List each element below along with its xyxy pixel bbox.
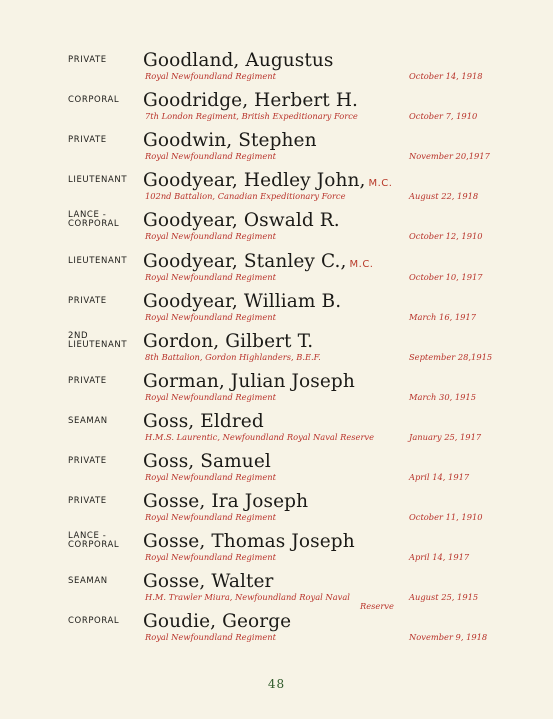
unit: Royal Newfoundland Regiment [145,392,276,402]
rank [68,332,146,350]
date-of-death: January 25, 1917 [409,432,482,442]
name-text: Goodyear, Stanley C., [143,251,347,272]
unit: 7th London Regiment, British Expeditionary Force [145,111,358,121]
roll-entry [0,251,553,291]
rank-line: PRIVATE [68,135,107,145]
date-of-death: October 7, 1910 [409,111,478,121]
unit: H.M.S. Laurentic, Newfoundland Royal Naval Reserve [145,432,375,442]
unit: 102nd Battalion, Canadian Expeditionary Force [145,191,346,201]
rank-line: LANCE - [68,531,107,541]
decoration: M.C. [368,178,393,189]
unit: Royal Newfoundland Regiment [145,472,276,482]
name-text: Goodridge, Herbert H. [143,90,359,111]
rank-line: CORPORAL [68,540,120,550]
name-text: Gosse, Ira Joseph [143,491,309,512]
name-text: Goudie, George [143,611,292,632]
unit: Royal Newfoundland Regiment [145,632,276,642]
soldier-name [143,491,308,513]
name-text: Gorman, Julian Joseph [143,371,355,392]
date-of-death: April 14, 1917 [409,552,470,562]
rank-line: SEAMAN [68,416,108,426]
rank-line: LANCE - [68,210,107,220]
unit: Royal Newfoundland Regiment [145,272,276,282]
rank-line: 2ND [68,331,89,341]
rank [68,211,146,229]
roll-entry [0,90,553,130]
roll-entry [0,611,553,651]
rank-line: LIEUTENANT [68,256,128,266]
date-of-death: April 14, 1917 [409,472,470,482]
date-of-death: October 11, 1910 [409,512,483,522]
rank-line: SEAMAN [68,576,108,586]
roll-entry [0,371,553,411]
rank [68,532,146,550]
roll-entry [0,531,553,571]
unit: Royal Newfoundland Regiment [145,312,276,322]
date-of-death: March 30, 1915 [409,392,476,402]
name-text: Goodwin, Stephen [143,130,317,151]
roll-entry [0,331,553,371]
date-of-death: November 20,1917 [409,151,490,161]
roll-entry [0,571,553,611]
rank-line: LIEUTENANT [68,175,128,185]
rank-line: PRIVATE [68,55,107,65]
name-text: Gosse, Thomas Joseph [143,531,355,552]
date-of-death: March 16, 1917 [409,312,476,322]
name-text: Goodyear, Hedley John, [143,170,366,191]
date-of-death: November 9, 1918 [409,632,488,642]
roll-entry [0,291,553,331]
roll-entry [0,210,553,250]
date-of-death: August 22, 1918 [409,191,479,201]
soldier-name [143,50,334,72]
soldier-name [143,371,355,393]
soldier-name [143,411,264,433]
rank [68,417,146,426]
unit: Royal Newfoundland Regiment [145,71,276,81]
roll-entry [0,411,553,451]
name-text: Goss, Eldred [143,411,264,432]
rank [68,377,146,386]
roll-entry [0,50,553,90]
unit: 8th Battalion, Gordon Highlanders, B.E.F. [145,352,321,362]
rank [68,257,146,266]
soldier-name [143,291,341,313]
name-text: Gosse, Walter [143,571,274,592]
unit: Royal Newfoundland Regiment [145,552,276,562]
soldier-name [143,90,358,112]
rank-line: PRIVATE [68,456,107,466]
date-of-death: September 28,1915 [409,352,493,362]
rank [68,297,146,306]
rank [68,136,146,145]
date-of-death: October 12, 1910 [409,231,483,241]
date-of-death: August 25, 1915 [409,592,479,602]
rank-line: LIEUTENANT [68,340,128,350]
date-of-death: October 10, 1917 [409,272,483,282]
name-text: Goodyear, William B. [143,291,342,312]
soldier-name [143,571,274,593]
name-text: Goss, Samuel [143,451,271,472]
date-of-death: October 14, 1918 [409,71,483,81]
rank [68,56,146,65]
soldier-name [143,210,340,232]
rank [68,577,146,586]
rank-line: CORPORAL [68,616,120,626]
soldier-name [143,130,317,152]
name-text: Goodland, Augustus [143,50,334,71]
rank-line: CORPORAL [68,95,120,105]
unit-continuation: Reserve [360,601,394,611]
rank-line: PRIVATE [68,376,107,386]
decoration: M.C. [349,259,374,270]
rank [68,96,146,105]
roll-entry [0,491,553,531]
rank [68,457,146,466]
soldier-name [143,451,271,473]
name-text: Goodyear, Oswald R. [143,210,340,231]
unit: Royal Newfoundland Regiment [145,151,276,161]
unit: Royal Newfoundland Regiment [145,512,276,522]
rank [68,617,146,626]
soldier-name [143,611,291,633]
rank [68,497,146,506]
soldier-name [143,531,355,553]
roll-entry [0,130,553,170]
name-text: Gordon, Gilbert T. [143,331,314,352]
rank-line: PRIVATE [68,296,107,306]
unit: H.M. Trawler Miura, Newfoundland Royal Naval [145,592,350,602]
page-number: 48 [267,677,286,691]
roll-entry [0,451,553,491]
soldier-name [143,331,313,353]
roll-entry [0,170,553,210]
rank-line: PRIVATE [68,496,107,506]
unit: Royal Newfoundland Regiment [145,231,276,241]
rank [68,176,146,185]
rank-line: CORPORAL [68,219,120,229]
